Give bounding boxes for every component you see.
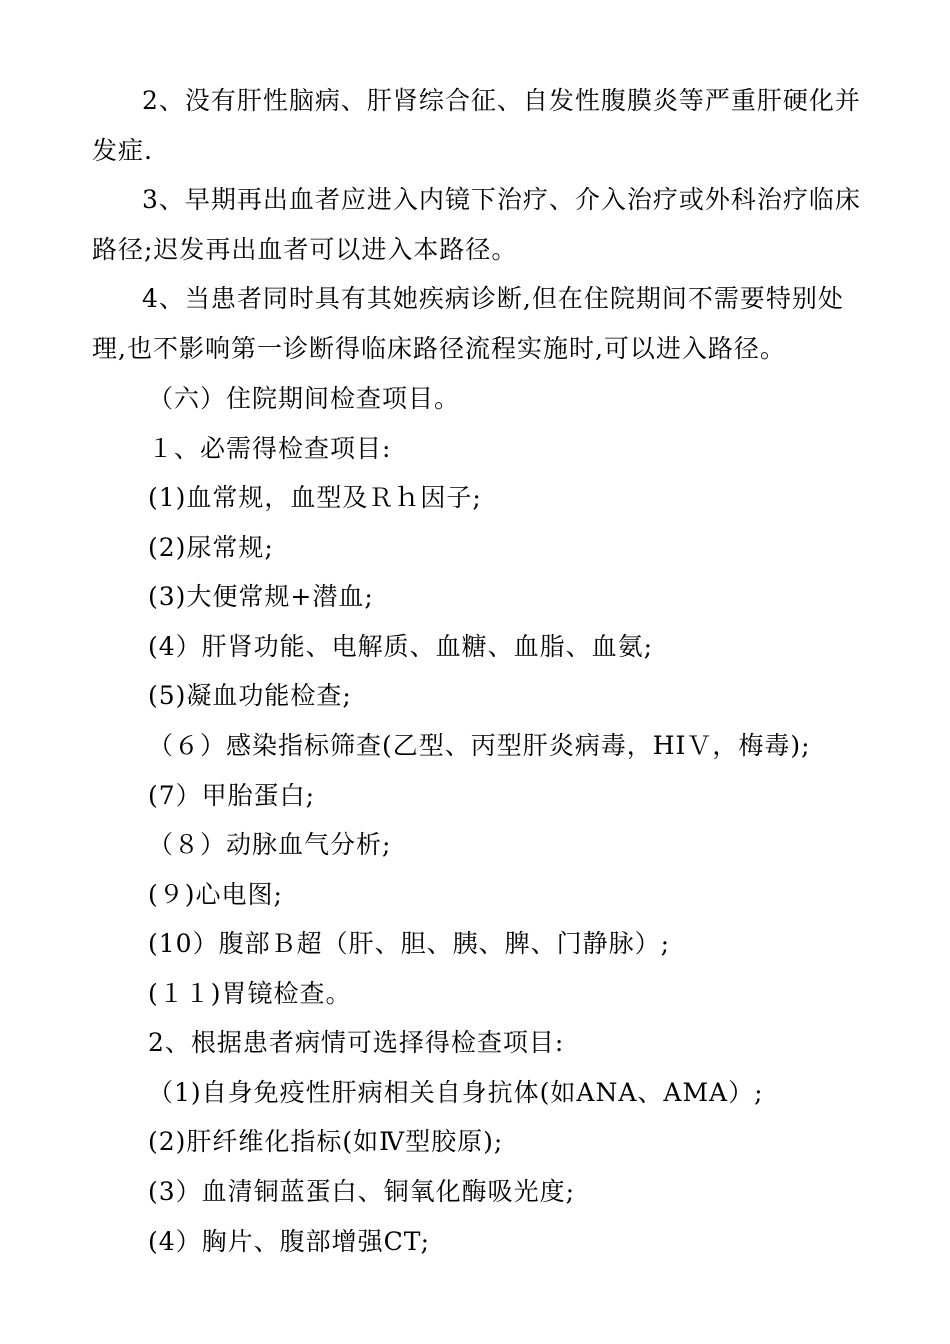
section-heading: （六）住院期间检查项目。 [148, 384, 461, 413]
paragraph-no-complications [92, 76, 872, 176]
optional-item-4: (4）胸片、腹部增强CT; [148, 1227, 430, 1256]
required-item-10: (10）腹部Ｂ超（肝、胆、胰、脾、门静脉）; [148, 929, 670, 958]
required-items-heading: １、必需得检查项目: [148, 434, 392, 463]
optional-item-1: （1)自身免疫性肝病相关自身抗体(如ANA、AMA）; [148, 1078, 764, 1107]
required-item-8: （８）动脉血气分析; [148, 830, 392, 859]
paragraph-text: 3、早期再出血者应进入内镜下治疗、介入治疗或外科治疗临床路径;迟发再出血者可以进入本路径。 [92, 185, 861, 264]
required-item-1: (1)血常规，血型及Ｒｈ因子; [148, 483, 482, 512]
required-item-7: (7）甲胎蛋白; [148, 781, 316, 810]
optional-items-heading: 2、根据患者病情可选择得检查项目: [148, 1028, 565, 1057]
paragraph-text: 4、当患者同时具有其她疾病诊断,但在住院期间不需要特别处理,也不影响第一诊断得临床路径流程实施时,可以进入路径。 [92, 284, 844, 363]
required-item-6: （６）感染指标筛查(乙型、丙型肝炎病毒，HIＶ，梅毒); [148, 731, 811, 760]
required-item-5: (5)凝血功能检查; [148, 681, 352, 710]
required-item-11: (１１)胃镜检查。 [148, 979, 352, 1008]
required-item-9: (９)心电图; [148, 880, 283, 909]
required-item-2: (2)尿常规; [148, 533, 274, 562]
paragraph-rebleeding [92, 175, 872, 275]
optional-item-2: (2)肝纤维化指标(如Ⅳ型胶原); [148, 1127, 504, 1156]
required-item-3: (3)大便常规+潜血; [148, 582, 374, 611]
paragraph-text: 2、没有肝性脑病、肝肾综合征、自发性腹膜炎等严重肝硬化并发症. [92, 86, 861, 165]
required-item-4: (4）肝肾功能、电解质、血糖、血脂、血氨; [148, 632, 654, 661]
paragraph-comorbidity [92, 274, 872, 374]
optional-item-3: (3）血清铜蓝蛋白、铜氧化酶吸光度; [148, 1177, 576, 1206]
